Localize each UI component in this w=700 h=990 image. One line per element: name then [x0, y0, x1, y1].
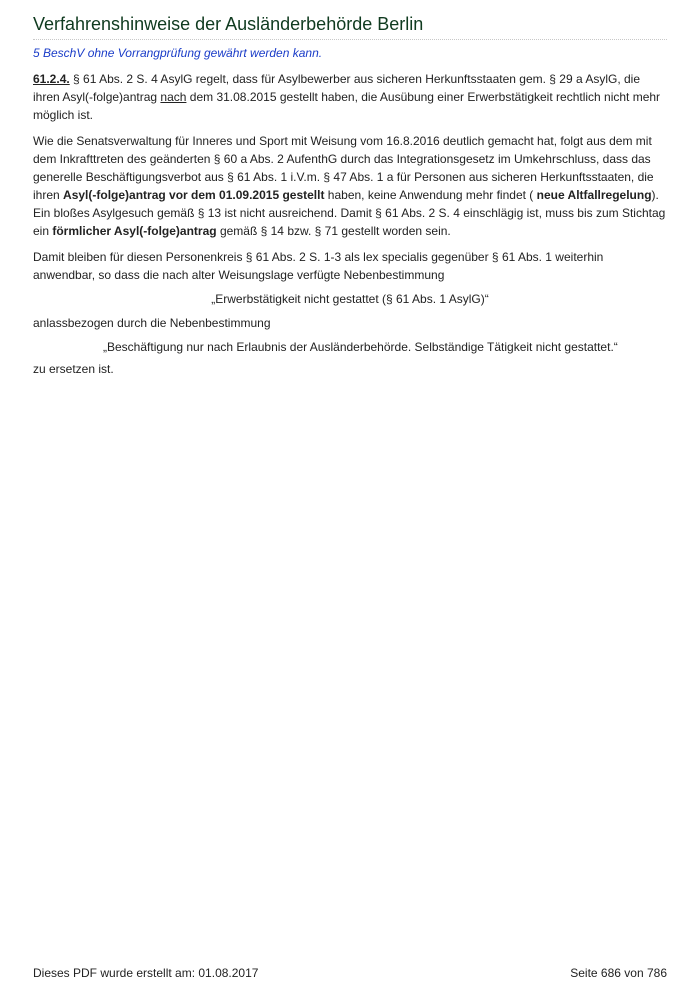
quote-erwerbstaetigkeit: „Erwerbstätigkeit nicht gestattet (§ 61 Abs. 1 AsylG)“ [211, 292, 489, 306]
p2-text-4: gemäß § 14 bzw. § 71 gestellt worden sein. [216, 224, 451, 238]
p2-text-1: Wie die Senatsverwaltung für Inneres und Sport mit Weisung vom 16.8.2016 deutlich gemacht hat, folgt aus dem mit dem Inkrafttreten des geänderten § 60 a Abs. 2 AufenthG durch das Integrationsgesetz im Umkehrschluss, dass das generelle Beschäftigungsverbot aus § 61 Abs. 1 i.V.m. § 47 Abs. 1 a für Personen aus sicheren Herkunftsstaaten, die ihren [33, 134, 654, 202]
paragraph-61-2-4 [33, 70, 667, 124]
p2-bold-1: Asyl(-folge)antrag vor dem 01.09.2015 gestellt [63, 188, 325, 202]
document-body [33, 44, 667, 380]
header-title: Verfahrenshinweise der Ausländerbehörde Berlin [33, 14, 424, 34]
p2-bold-3: förmlicher Asyl(-folge)antrag [52, 224, 217, 238]
page-header [33, 13, 667, 40]
quote-beschaeftigung: „Beschäftigung nur nach Erlaubnis der Ausländerbehörde. Selbständige Tätigkeit nicht gestattet.“ [103, 340, 618, 354]
paragraph-zu-ersetzen: zu ersetzen ist. [33, 362, 114, 376]
p2-text-2: haben, keine Anwendung mehr findet ( [324, 188, 537, 202]
footer-page-number: Seite 686 von 786 [570, 966, 667, 980]
p2-bold-2: neue Altfallregelung [536, 188, 652, 202]
p2-text-3: ). Ein bloßes Asylgesuch gemäß § 13 ist nicht ausreichend. Damit § 61 Abs. 2 S. 4 einschlägig ist, muss bis zum Stichtag ein [33, 188, 666, 238]
paragraph-anlassbezogen: anlassbezogen durch die Nebenbestimmung [33, 316, 271, 330]
paragraph-senatsweisung [33, 132, 667, 240]
paragraph-lex-specialis: Damit bleiben für diesen Personenkreis § 61 Abs. 2 S. 1-3 als lex specialis gegenüber § 61 Abs. 1 weiterhin anwendbar, so dass die nach alter Weisungslage verfügte Nebenbestimmung [33, 250, 604, 282]
section-number: 61.2.4. [33, 72, 70, 86]
footer-created-date: Dieses PDF wurde erstellt am: 01.08.2017 [33, 966, 259, 980]
section-subtitle: 5 BeschV ohne Vorrangprüfung gewährt werden kann. [33, 46, 323, 60]
p1-text-2: dem 31.08.2015 gestellt haben, die Ausübung einer Erwerbstätigkeit rechtlich nicht mehr möglich ist. [33, 90, 661, 122]
page-footer [33, 965, 667, 981]
p1-text-1: § 61 Abs. 2 S. 4 AsylG regelt, dass für Asylbewerber aus sicheren Herkunftsstaaten gem. § 29 a AsylG, die ihren Asyl(-folge)antrag [33, 72, 641, 104]
p1-underlined-word: nach [160, 90, 187, 104]
